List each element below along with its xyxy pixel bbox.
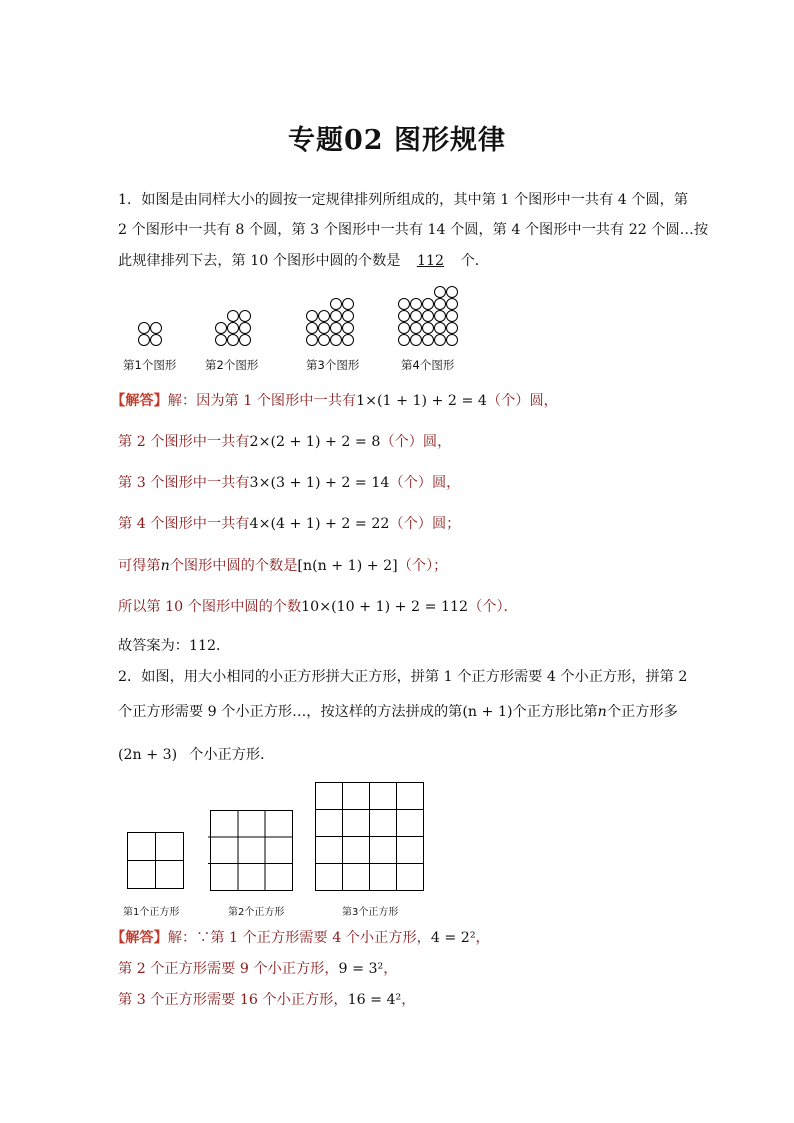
q1-solution-4-math: 4×(4 + 1) + 2 = 22 (249, 516, 390, 532)
q2-figure-2 (208, 810, 294, 892)
page-title: 专题02 图形规律 (288, 125, 506, 156)
q1-line-1: 1．如图是由同样大小的圆按一定规律排列所组成的，其中第 1 个图形中一共有 4 个圆，第 (118, 192, 689, 208)
q1-figure-2-caption: 第2个图形 (205, 358, 259, 372)
q1-figure-1 (138, 322, 168, 352)
q2-solution-1-math: 4 = 2² (430, 930, 476, 946)
q2-solution-3-end: ， (401, 992, 416, 1008)
q2-line-1: 2．如图，用大小相同的小正方形拼大正方形，拼第 1 个正方形需要 4 个小正方形，拼第 2 (118, 669, 688, 685)
q1-solution-2-end: （个）圆， (380, 434, 452, 450)
q1-figure-3-caption: 第3个图形 (306, 358, 360, 372)
q1-solution-line-5 (118, 557, 447, 575)
q2-solution-2-math: 9 = 3² (338, 961, 384, 977)
q1-solution-line-6 (118, 598, 518, 616)
q2-figure-3 (315, 782, 425, 892)
q2-line-2-end: 个正方形多 (606, 704, 678, 720)
q1-solution-4-text: 第 4 个图形中一共有 (118, 516, 250, 532)
q1-solution-3-end: （个）圆， (389, 475, 461, 491)
q1-solution-1-text: 解：因为第 1 个图形中一共有 (167, 393, 357, 409)
q1-solution-4-end: （个）圆； (389, 516, 461, 532)
q2-solution-line-2 (118, 960, 397, 978)
q1-figure-4-caption: 第4个图形 (401, 358, 455, 372)
q1-solution-6-text: 所以第 10 个图形中圆的个数 (118, 599, 302, 615)
q2-solution-1-text: 解：∵第 1 个正方形需要 4 个小正方形， (167, 930, 431, 946)
q2-solution-line-1 (111, 929, 490, 947)
q1-solution-line-4 (118, 515, 460, 533)
q2-line-2-var: n (597, 704, 607, 720)
q1-solution-1-math: 1×(1 + 1) + 2 = 4 (356, 393, 487, 409)
q1-answer-blank: 112 (416, 253, 445, 269)
q1-solution-6-math: 10×(10 + 1) + 2 = 112 (301, 599, 469, 615)
q2-line-2-mid: 个正方形比第 (512, 704, 598, 720)
q1-solution-3-text: 第 3 个图形中一共有 (118, 475, 250, 491)
q1-figure-2 (215, 310, 260, 355)
q1-solution-2-math: 2×(2 + 1) + 2 = 8 (249, 434, 381, 450)
q1-line-3 (118, 252, 489, 270)
q2-solution-tag: 【解答】 (111, 930, 168, 946)
q2-figure-3-caption: 第3个正方形 (342, 907, 399, 918)
q1-solution-line-1 (111, 392, 558, 410)
q2-line-2 (118, 703, 678, 721)
q2-solution-3-math: 16 = 4² (347, 992, 402, 1008)
q2-solution-1-end: ， (475, 930, 490, 946)
q2-solution-3-text: 第 3 个正方形需要 16 个小正方形， (118, 992, 348, 1008)
q2-figure-2-caption: 第2个正方形 (228, 907, 285, 918)
q1-solution-6-end: （个）． (468, 599, 518, 615)
q2-answer-math: (2n + 3) (118, 747, 178, 763)
q2-line-3 (118, 746, 274, 764)
q1-solution-5-text: 可得第 (118, 558, 161, 574)
q2-line-2-text: 个正方形需要 9 个小正方形…，按这样的方法拼成的第 (118, 704, 463, 720)
q2-solution-2-text: 第 2 个正方形需要 9 个小正方形， (118, 961, 339, 977)
q2-line-3-end: 个小正方形． (189, 747, 275, 763)
q1-figure-3 (306, 298, 366, 353)
q1-line-2: 2 个图形中一共有 8 个圆，第 3 个图形中一共有 14 个圆，第 4 个图形中一共有 22 个圆…按 (118, 222, 709, 238)
q1-solution-5-var: n (160, 558, 170, 574)
q1-solution-1-end: （个）圆， (486, 393, 558, 409)
q1-figure-4 (398, 286, 468, 356)
q1-line-3-text: 此规律排列下去，第 10 个图形中圆的个数是 (118, 253, 401, 269)
q1-solution-5-math: [n(n + 1) + 2] (297, 558, 398, 574)
q2-figure-1 (127, 832, 185, 890)
q1-figure-1-caption: 第1个图形 (123, 358, 177, 372)
q1-solution-5-mid: 个图形中圆的个数是 (169, 558, 298, 574)
q2-answer-blank (177, 747, 189, 763)
q2-figure-1-caption: 第1个正方形 (123, 907, 180, 918)
q1-solution-tag: 【解答】 (111, 393, 168, 409)
q1-solution-5-end: （个）； (397, 558, 448, 574)
q2-solution-line-3 (118, 991, 415, 1009)
q2-line-2-math: (n + 1) (462, 704, 513, 720)
q1-solution-2-text: 第 2 个图形中一共有 (118, 434, 250, 450)
q1-solution-line-3 (118, 474, 460, 492)
q1-line-3-end: 个． (460, 253, 489, 269)
q1-solution-line-2 (118, 433, 451, 451)
q1-solution-3-math: 3×(3 + 1) + 2 = 14 (249, 475, 390, 491)
q2-solution-2-end: ， (383, 961, 398, 977)
q1-final-answer: 故答案为：112． (118, 638, 231, 654)
